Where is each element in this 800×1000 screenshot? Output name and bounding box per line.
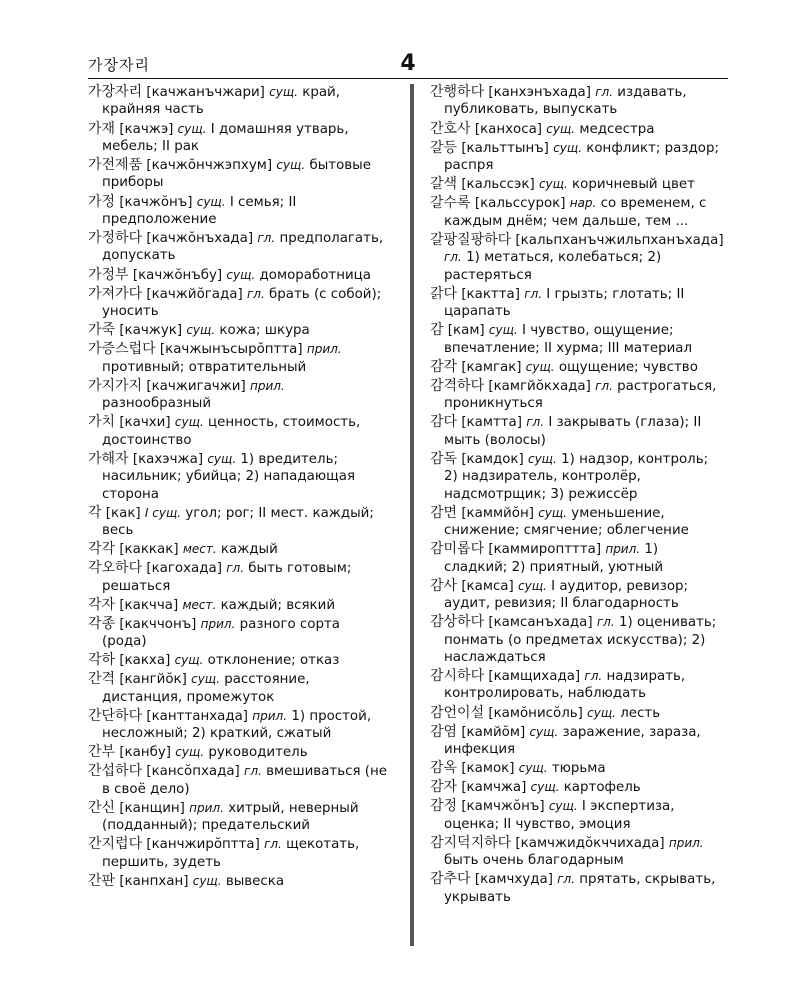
transcription: [качжŏнъхада] xyxy=(146,231,254,246)
part-of-speech: сущ. xyxy=(174,415,204,430)
part-of-speech: нар. xyxy=(569,196,597,211)
part-of-speech: сущ. xyxy=(538,177,568,192)
definition: 1) метаться, колебаться; 2) растеряться xyxy=(444,250,662,283)
headword: 가장자리 xyxy=(88,84,143,100)
dictionary-entry xyxy=(88,541,388,558)
dictionary-entry xyxy=(88,157,388,192)
headword: 감옥 xyxy=(430,760,458,777)
headword: 간격 xyxy=(88,671,116,688)
definition: растрогаться, проникнуться xyxy=(444,378,717,412)
transcription: [качжук] xyxy=(119,323,183,339)
headword: 간신 xyxy=(88,799,116,816)
dictionary-entry xyxy=(430,322,724,357)
definition: 1) простой, несложный; 2) краткий, сжатый xyxy=(102,708,372,742)
column-divider xyxy=(410,84,414,946)
definition: лесть xyxy=(620,705,661,721)
dictionary-entry xyxy=(88,671,388,706)
dictionary-entry xyxy=(430,451,724,503)
dictionary-entry xyxy=(88,763,388,798)
dictionary-entry xyxy=(430,140,724,175)
part-of-speech: сущ. xyxy=(269,85,298,99)
headword: 가치 xyxy=(88,414,116,431)
headword: 감각 xyxy=(430,358,458,375)
part-of-speech: прил. xyxy=(252,708,288,723)
part-of-speech: сущ. xyxy=(192,873,222,888)
definition: каждый; всякий xyxy=(220,597,336,613)
definition: I аудитор, ревизор; аудит, ревизия; II благодарность xyxy=(444,578,689,611)
dictionary-entry xyxy=(88,708,388,743)
transcription: [камчхуда] xyxy=(474,872,553,888)
part-of-speech: гл. xyxy=(584,669,603,683)
part-of-speech: гл. xyxy=(524,286,543,301)
dictionary-entry xyxy=(430,578,724,613)
transcription: [камŏнисŏль] xyxy=(488,705,583,721)
transcription: [качжэ] xyxy=(119,121,174,137)
dictionary-entry xyxy=(430,286,724,321)
definition: отклонение; отказ xyxy=(207,653,340,669)
definition: ценность, стоимость, достоинство xyxy=(102,415,361,448)
definition: 1) вредитель; насильник; убийца; 2) нападающая сторона xyxy=(102,451,355,502)
headword: 감미롭다 xyxy=(430,541,485,558)
dictionary-entry xyxy=(430,668,724,703)
transcription: [какха] xyxy=(119,653,171,669)
headword: 각하 xyxy=(88,652,116,669)
transcription: [кам] xyxy=(447,323,485,339)
part-of-speech: гл. xyxy=(595,378,613,393)
definition: домоработница xyxy=(259,267,371,283)
definition: вмешиваться (не в своё дело) xyxy=(102,764,387,797)
definition: вывеска xyxy=(225,873,285,889)
part-of-speech: сущ. xyxy=(548,799,578,814)
definition: хитрый, неверный (подданный); предательский xyxy=(102,800,359,834)
transcription: [каммиропттта] xyxy=(488,542,602,558)
dictionary-entry xyxy=(430,121,724,138)
dictionary-entry xyxy=(430,195,724,230)
running-head-word: 가장자리 xyxy=(88,56,150,74)
headword: 간판 xyxy=(88,872,116,889)
dictionary-entry xyxy=(88,560,388,595)
dictionary-entry xyxy=(430,705,724,722)
dictionary-entry xyxy=(88,873,388,890)
headword: 가정하다 xyxy=(88,230,143,246)
headword: 감사 xyxy=(430,577,458,594)
dictionary-entry xyxy=(430,84,724,119)
transcription: [канпхан] xyxy=(119,873,189,889)
part-of-speech: сущ. xyxy=(276,158,306,172)
part-of-speech: сущ. xyxy=(191,672,220,687)
transcription: [камщихада] xyxy=(488,669,581,684)
transcription: [кахэчжа] xyxy=(132,451,204,467)
part-of-speech: гл. xyxy=(226,561,245,576)
headword: 감 xyxy=(430,322,444,339)
definition: уменьшение, снижение; смягчение; облегчение xyxy=(444,505,689,538)
definition: противный; отвратительный xyxy=(102,359,307,375)
headword: 감염 xyxy=(430,723,458,740)
transcription: [камгак] xyxy=(461,359,522,375)
transcription: [кальттынъ] xyxy=(461,140,549,156)
part-of-speech: гл. xyxy=(444,250,462,265)
part-of-speech: сущ. xyxy=(518,761,548,776)
transcription: [кагохада] xyxy=(146,561,222,577)
dictionary-entry xyxy=(88,194,388,229)
part-of-speech: сущ. xyxy=(530,780,560,795)
definition: издавать, публиковать, выпускать xyxy=(444,85,687,118)
part-of-speech: сущ. xyxy=(553,140,583,155)
definition: предполагать, допускать xyxy=(102,231,384,264)
headword: 각오하다 xyxy=(88,560,143,577)
transcription: [качхи] xyxy=(119,415,171,431)
dictionary-entry xyxy=(88,616,388,651)
part-of-speech: гл. xyxy=(526,415,545,430)
definition: 1) оценивать; понмать (о предметах искусства); 2) наслаждаться xyxy=(444,615,717,665)
part-of-speech: сущ. xyxy=(546,121,576,136)
transcription: [качжйŏгада] xyxy=(146,286,243,302)
transcription: [камгйŏкхада] xyxy=(488,378,591,394)
dictionary-entry xyxy=(430,378,724,413)
definition: край, крайняя часть xyxy=(102,85,341,118)
headword: 가지가지 xyxy=(88,377,143,394)
part-of-speech: прил. xyxy=(605,542,641,557)
part-of-speech: мест. xyxy=(182,597,217,612)
dictionary-entry xyxy=(430,798,724,833)
transcription: [камсанъхада] xyxy=(488,615,593,631)
dictionary-entry xyxy=(88,286,388,321)
headword: 가죽 xyxy=(88,322,116,339)
definition: заражение, зараза, инфекция xyxy=(444,724,701,757)
definition: I экспертиза, оценка; II чувство, эмоция xyxy=(444,799,675,832)
dictionary-entry xyxy=(88,230,388,265)
transcription: [качжŏнъ] xyxy=(119,194,193,210)
headword: 가재 xyxy=(88,120,116,137)
part-of-speech: гл. xyxy=(595,85,614,99)
headword: 갉다 xyxy=(430,285,458,302)
headword: 감독 xyxy=(430,450,458,467)
headword: 감추다 xyxy=(430,871,471,888)
headword: 갈등 xyxy=(430,139,458,156)
dictionary-entry xyxy=(88,800,388,835)
definition: I домашняя утварь, мебель; II рак xyxy=(102,121,349,154)
headword: 가전제품 xyxy=(88,157,143,173)
dictionary-entry xyxy=(430,760,724,777)
transcription: [кангйŏк] xyxy=(119,672,187,688)
transcription: [канчжирŏптта] xyxy=(146,837,260,853)
headword: 각 xyxy=(88,504,102,521)
headword: 감자 xyxy=(430,779,458,796)
headword: 간단하다 xyxy=(88,707,143,724)
part-of-speech: сущ. xyxy=(226,267,256,282)
dictionary-entry xyxy=(430,505,724,540)
dictionary-entry xyxy=(430,871,724,906)
dictionary-entry xyxy=(88,84,388,119)
dictionary-entry xyxy=(430,779,724,796)
transcription: [кансŏпхада] xyxy=(146,764,240,780)
part-of-speech: сущ. xyxy=(196,194,226,209)
transcription: [кальпханъчжильпханъхада] xyxy=(515,232,724,248)
headword: 각종 xyxy=(88,615,116,632)
part-of-speech: сущ. xyxy=(527,451,557,466)
part-of-speech: сущ. xyxy=(207,451,237,466)
headword: 갈팡질팡하다 xyxy=(430,231,512,248)
definition: разного сорта (рода) xyxy=(102,616,340,650)
transcription: [каккак] xyxy=(119,542,179,558)
headword: 간지럽다 xyxy=(88,836,143,853)
headword: 감면 xyxy=(430,504,458,521)
definition: I грызть; глотать; II царапать xyxy=(444,286,685,319)
headword: 가져가다 xyxy=(88,285,143,302)
part-of-speech: сущ. xyxy=(525,359,555,374)
headword: 갈색 xyxy=(430,176,458,193)
definition: расстояние, дистанция, промежуток xyxy=(102,672,310,705)
definition: картофель xyxy=(563,780,641,796)
headword: 감시하다 xyxy=(430,668,485,684)
transcription: [камдок] xyxy=(461,451,524,467)
transcription: [канттанхада] xyxy=(146,708,249,724)
part-of-speech: гл. xyxy=(257,231,276,245)
dictionary-entry xyxy=(430,232,724,284)
part-of-speech: прил. xyxy=(189,800,224,815)
transcription: [качжŏнчжэпхум] xyxy=(146,158,273,173)
dictionary-entry xyxy=(88,414,388,449)
dictionary-entry xyxy=(88,652,388,669)
headword: 가정부 xyxy=(88,266,129,283)
definition: щекотать, першить, зудеть xyxy=(102,837,360,870)
headword: 가해자 xyxy=(88,450,129,467)
headword: 가증스럽다 xyxy=(88,341,156,358)
page-number: 4 xyxy=(400,51,416,76)
part-of-speech: гл. xyxy=(596,615,615,630)
part-of-speech: I сущ. xyxy=(144,505,182,520)
dictionary-entry xyxy=(430,359,724,376)
headword: 간행하다 xyxy=(430,84,485,100)
transcription: [каммйŏн] xyxy=(461,505,534,521)
part-of-speech: сущ. xyxy=(175,745,205,760)
dictionary-entry xyxy=(88,378,388,413)
headword: 각각 xyxy=(88,541,116,558)
dictionary-entry xyxy=(88,505,388,540)
headword: 갈수록 xyxy=(430,195,471,212)
part-of-speech: сущ. xyxy=(518,578,547,593)
headword: 감언이설 xyxy=(430,704,485,721)
part-of-speech: сущ. xyxy=(587,705,616,720)
transcription: [канхоса] xyxy=(474,121,543,137)
part-of-speech: сущ. xyxy=(529,724,559,739)
transcription: [качжынъсырŏптта] xyxy=(159,342,303,358)
definition: ощущение; чувство xyxy=(558,359,698,375)
definition: угол; рог; II мест. каждый; весь xyxy=(102,505,374,538)
definition: 1) надзор, контроль; 2) надзиратель, контролёр, надсмотрщик; 3) режиссёр xyxy=(444,451,709,502)
dictionary-entry xyxy=(430,835,724,870)
transcription: [кальссэк] xyxy=(461,177,535,193)
part-of-speech: прил. xyxy=(668,835,704,850)
transcription: [камтта] xyxy=(461,415,522,431)
transcription: [камчжидŏкччихада] xyxy=(515,835,665,851)
part-of-speech: сущ. xyxy=(174,653,204,668)
dictionary-entry xyxy=(88,744,388,761)
dictionary-entry xyxy=(88,322,388,339)
transcription: [кактта] xyxy=(461,286,520,302)
definition: бытовые приборы xyxy=(102,158,371,191)
definition: прятать, скрывать, укрывать xyxy=(444,872,716,905)
left-column xyxy=(88,84,388,892)
part-of-speech: сущ. xyxy=(488,323,518,338)
headword: 가정 xyxy=(88,193,116,210)
part-of-speech: сущ. xyxy=(538,505,568,520)
transcription: [качжигачжи] xyxy=(146,378,246,394)
transcription: [камйŏм] xyxy=(461,724,526,740)
headword: 간호사 xyxy=(430,120,471,137)
transcription: [качжŏнъбу] xyxy=(132,267,223,283)
part-of-speech: прил. xyxy=(249,378,285,393)
transcription: [канбу] xyxy=(119,745,172,761)
definition: брать (с собой); уносить xyxy=(102,286,382,319)
dictionary-entry xyxy=(88,451,388,503)
definition: надзирать, контролировать, наблюдать xyxy=(444,669,686,702)
page-header xyxy=(88,52,728,79)
part-of-speech: прил. xyxy=(306,342,342,357)
headword: 감격하다 xyxy=(430,377,485,394)
definition: быть готовым; решаться xyxy=(102,561,352,594)
part-of-speech: гл. xyxy=(557,872,575,887)
part-of-speech: сущ. xyxy=(177,121,207,136)
definition: коричневый цвет xyxy=(572,177,695,193)
definition: разнообразный xyxy=(102,396,212,412)
transcription: [камса] xyxy=(461,578,514,594)
transcription: [как] xyxy=(105,505,141,521)
definition: I закрывать (глаза); II мыть (волосы) xyxy=(444,415,702,448)
part-of-speech: сущ. xyxy=(186,323,216,338)
part-of-speech: прил. xyxy=(200,616,236,631)
headword: 감지덕지하다 xyxy=(430,834,512,851)
definition: I чувство, ощущение; впечатление; II хурма; III материал xyxy=(444,323,693,356)
definition: медсестра xyxy=(579,121,655,137)
dictionary-entry xyxy=(430,541,724,576)
headword: 감다 xyxy=(430,414,458,431)
dictionary-entry xyxy=(88,836,388,871)
right-column xyxy=(430,84,724,908)
definition: 1) сладкий; 2) приятный, уютный xyxy=(444,542,664,575)
definition: каждый xyxy=(220,542,278,558)
definition: быть очень благодарным xyxy=(444,853,624,869)
headword: 간부 xyxy=(88,744,116,761)
part-of-speech: гл. xyxy=(264,837,282,852)
headword: 각자 xyxy=(88,596,116,613)
part-of-speech: гл. xyxy=(244,764,262,779)
part-of-speech: гл. xyxy=(246,286,265,301)
dictionary-entry xyxy=(88,597,388,614)
transcription: [камчжа] xyxy=(461,780,527,796)
headword: 감정 xyxy=(430,798,458,815)
part-of-speech: мест. xyxy=(182,542,217,557)
transcription: [какччонъ] xyxy=(119,616,197,632)
transcription: [канхэнъхада] xyxy=(488,85,591,100)
transcription: [камок] xyxy=(461,761,515,777)
dictionary-entry xyxy=(88,341,388,376)
transcription: [качжанъчжари] xyxy=(146,85,265,100)
dictionary-entry xyxy=(430,176,724,193)
definition: I семья; II предположение xyxy=(102,194,297,227)
dictionary-entry xyxy=(430,724,724,759)
dictionary-entry xyxy=(88,267,388,284)
transcription: [камчжŏнъ] xyxy=(461,799,545,815)
definition: со временем, с каждым днём; чем дальше, тем ... xyxy=(444,196,707,229)
dictionary-entry xyxy=(88,121,388,156)
transcription: [канщин] xyxy=(119,800,185,816)
headword: 감상하다 xyxy=(430,614,485,631)
headword: 간섭하다 xyxy=(88,763,143,780)
transcription: [какчча] xyxy=(119,597,179,613)
definition: конфликт; раздор; распря xyxy=(444,140,719,173)
dictionary-entry xyxy=(430,614,724,666)
dictionary-entry xyxy=(430,414,724,449)
definition: руководитель xyxy=(208,745,308,761)
definition: тюрьма xyxy=(551,761,606,777)
transcription: [кальссурок] xyxy=(474,196,566,212)
definition: кожа; шкура xyxy=(219,323,310,339)
